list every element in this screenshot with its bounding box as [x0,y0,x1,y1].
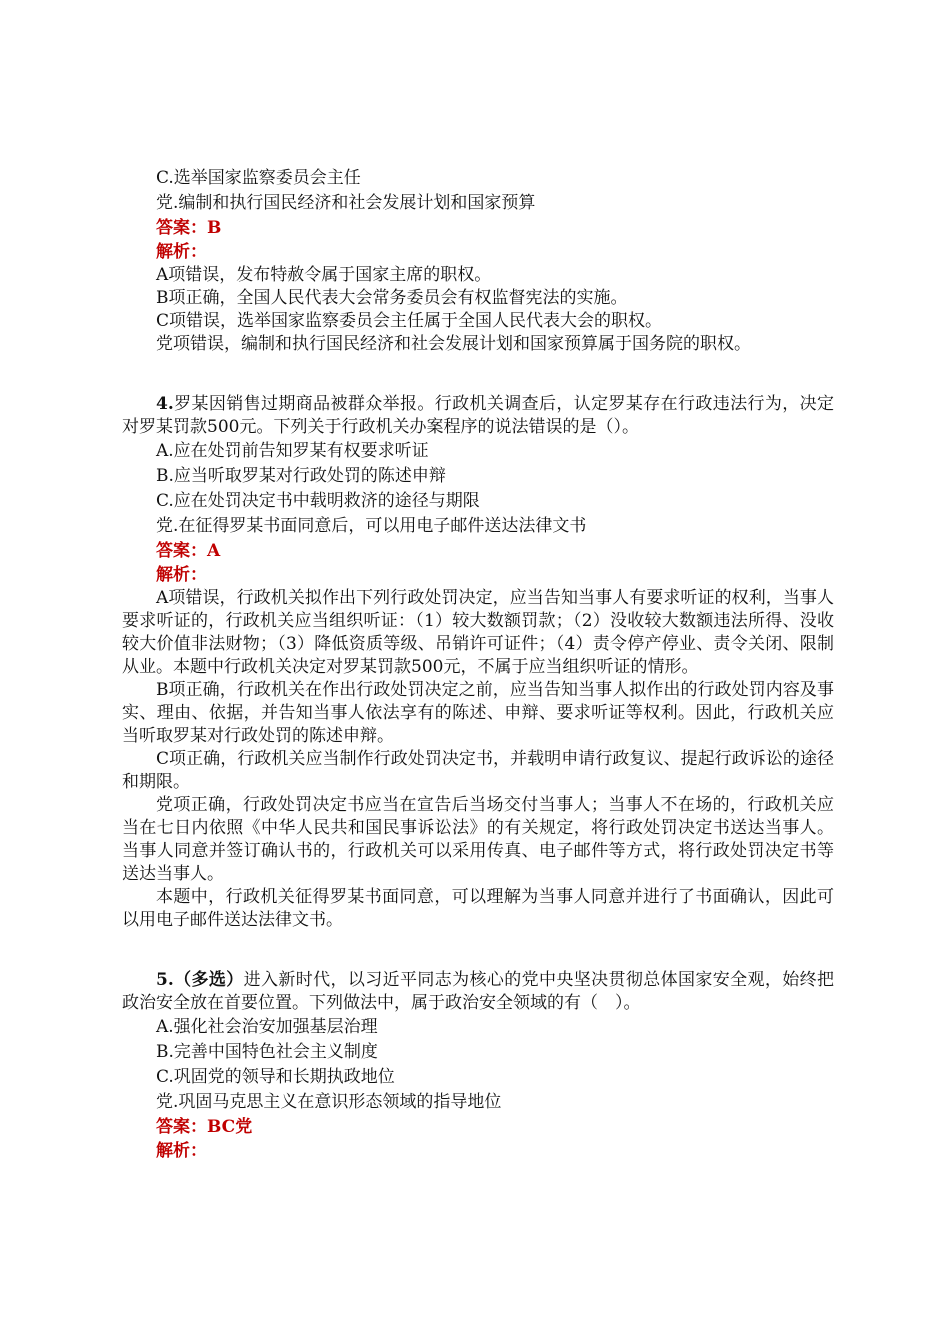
option-b: B.完善中国特色社会主义制度 [156,1042,378,1062]
option-c: C.巩固党的领导和长期执政地位 [156,1067,395,1087]
option-c: C.选举国家监察委员会主任 [156,168,361,188]
analysis-paragraph: C项错误，选举国家监察委员会主任属于全国人民代表大会的职权。 [156,311,663,331]
question-5 [122,969,834,1163]
option-d: 党.巩固马克思主义在意识形态领域的指导地位 [156,1092,502,1112]
analysis-paragraph: 本题中，行政机关征得罗某书面同意，可以理解为当事人同意并进行了书面确认，因此可以用电子邮件送达法律文书。 [122,887,834,930]
question-4 [122,393,834,932]
option-c: C.应在处罚决定书中载明救济的途径与期限 [156,491,480,511]
analysis-paragraph: A项错误，发布特赦令属于国家主席的职权。 [156,265,492,285]
question-stem [122,969,834,1015]
analysis-paragraph: B项正确，全国人民代表大会常务委员会有权监督宪法的实施。 [156,288,628,308]
option-b: B.应当听取罗某对行政处罚的陈述申辩 [156,466,446,486]
question-text: 进入新时代，以习近平同志为核心的党中央坚决贯彻总体国家安全观，始终把政治安全放在首要位置。下列做法中，属于政治安全领域的有（ ）。 [122,970,834,1013]
analysis-paragraph: A项错误，行政机关拟作出下列行政处罚决定，应当告知当事人有要求听证的权利，当事人要求听证的，行政机关应当组织听证：（1）较大数额罚款；（2）没收较大数额违法所得、没收较大价值非法财物；（3）降低资质等级、吊销许可证件；（4）责令停产停业、责令关闭、限制从业。本题中行政机关决定对罗某罚款500元，不属于应当组织听证的情形。 [122,588,834,677]
option-a: A.强化社会治安加强基层治理 [156,1017,378,1037]
analysis-paragraph: 党项错误，编制和执行国民经济和社会发展计划和国家预算属于国务院的职权。 [156,334,751,354]
analysis-label: 解析： [156,565,207,585]
question-type-tag: （多选） [173,970,244,990]
analysis-paragraph: B项正确，行政机关在作出行政处罚决定之前，应当告知当事人拟作出的行政处罚内容及事实、理由、依据，并告知当事人依法享有的陈述、申辩、要求听证等权利。因此，行政机关应当听取罗某对行政处罚的陈述申辩。 [122,680,834,746]
answer-label: 答案：A [156,541,221,561]
option-d: 党.在征得罗某书面同意后，可以用电子邮件送达法律文书 [156,516,587,536]
question-number: 4. [156,394,174,414]
option-d: 党.编制和执行国民经济和社会发展计划和国家预算 [156,193,536,213]
question-stem [122,393,834,439]
question-3-tail [122,166,834,356]
analysis-paragraph: 党项正确，行政处罚决定书应当在宣告后当场交付当事人；当事人不在场的，行政机关应当在七日内依照《中华人民共和国民事诉讼法》的有关规定，将行政处罚决定书送达当事人。当事人同意并签订确认书的，行政机关可以采用传真、电子邮件等方式，将行政处罚决定书等送达当事人。 [122,795,834,884]
analysis-label: 解析： [156,1141,207,1161]
analysis-paragraph: C项正确，行政机关应当制作行政处罚决定书，并载明申请行政复议、提起行政诉讼的途径和期限。 [122,749,834,792]
question-number: 5. [156,970,174,990]
analysis-label: 解析： [156,242,207,262]
answer-label: 答案：B [156,218,222,238]
answer-label: 答案：BC党 [156,1117,253,1137]
option-a: A.应在处罚前告知罗某有权要求听证 [156,441,429,461]
document-content [122,166,834,1163]
question-text: 罗某因销售过期商品被群众举报。行政机关调查后，认定罗某存在行政违法行为，决定对罗某罚款500元。下列关于行政机关办案程序的说法错误的是（）。 [122,394,834,437]
